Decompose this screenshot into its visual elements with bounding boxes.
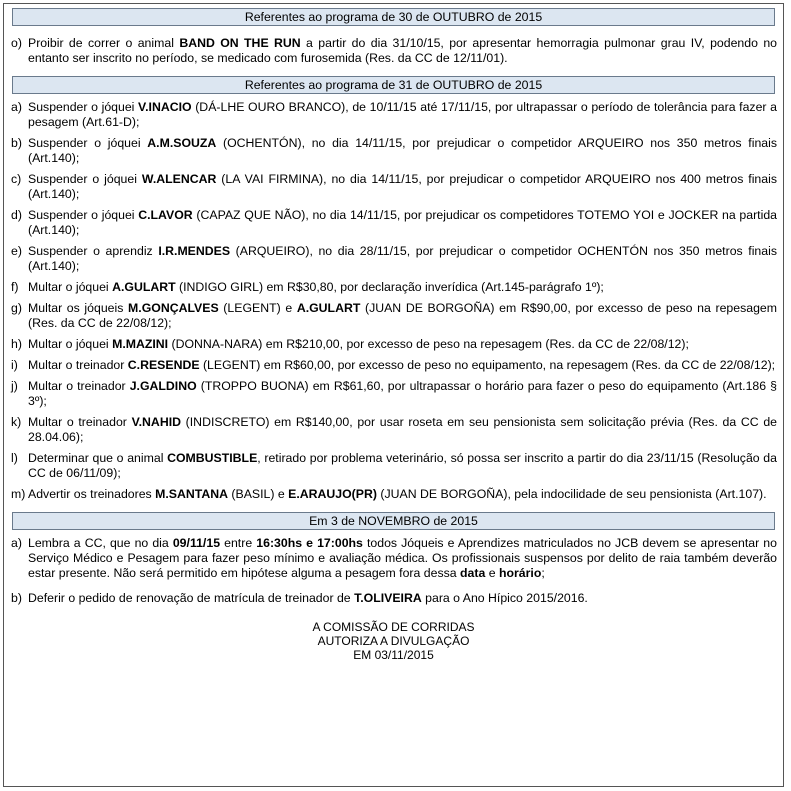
item-text-bold: horário <box>498 566 542 580</box>
item-text-run: e <box>485 566 499 580</box>
item-text-bold: J.GALDINO <box>129 379 197 393</box>
item-text-bold: V.INACIO <box>138 100 192 114</box>
ruling-item <box>11 591 777 606</box>
item-text-run: Multar o jóquei <box>28 337 113 351</box>
item-text-bold: A.M.SOUZA <box>147 136 217 150</box>
item-label: c) <box>11 172 22 186</box>
item-text-run: (LEGENT) e <box>218 301 297 315</box>
item-text-run: Multar o treinador <box>28 358 128 372</box>
ruling-item <box>11 379 777 409</box>
item-label: o) <box>11 36 22 50</box>
item-text-bold: W.ALENCAR <box>141 172 217 186</box>
item-text-bold: T.OLIVEIRA <box>354 591 422 605</box>
document-frame <box>3 3 784 787</box>
item-text <box>28 487 777 502</box>
item-text-bold: data <box>460 566 486 580</box>
item-text-run: Suspender o jóquei <box>28 100 139 114</box>
item-text <box>28 415 777 445</box>
item-text-run: entre <box>220 536 257 550</box>
ruling-item <box>11 208 777 238</box>
item-text-run: Multar o jóquei <box>28 280 113 294</box>
item-label: f) <box>11 280 19 294</box>
item-text-run: (JUAN DE BORGOÑA), pela indocilidade de seu pensionista (Art.107). <box>376 487 767 501</box>
ruling-item <box>11 536 777 581</box>
item-text-run: (DÁ-LHE OURO BRANCO), de 10/11/15 até 17/11/15, por ultrapassar o período de tolerância para fazer a pesagem (Art.61-D); <box>28 100 777 129</box>
item-text-bold: 16:30hs e 17:00hs <box>256 536 363 550</box>
item-text <box>28 208 777 238</box>
item-text-run: , retirado por problema veterinário, só possa ser inscrito a partir do dia 23/11/15 (Resolução da CC de 06/11/09); <box>28 451 777 480</box>
item-label: b) <box>11 591 22 605</box>
item-text-bold: C.RESENDE <box>127 358 200 372</box>
item-text <box>28 358 777 373</box>
item-text-run: (BASIL) e <box>228 487 289 501</box>
item-text-run: Suspender o jóquei <box>28 208 139 222</box>
item-text-bold: M.MAZINI <box>112 337 169 351</box>
ruling-item <box>11 358 777 373</box>
item-label: b) <box>11 136 22 150</box>
item-text <box>28 451 777 481</box>
ruling-item <box>11 100 777 130</box>
item-text-run: (DONNA-NARA) em R$210,00, por excesso de peso na repesagem (Res. da CC de 22/08/12); <box>168 337 689 351</box>
item-text-run: Multar o treinador <box>28 415 132 429</box>
item-text-bold: 09/11/15 <box>172 536 221 550</box>
item-text-run: (INDIGO GIRL) em R$30,80, por declaração inverídica (Art.145-parágrafo 1º); <box>175 280 604 294</box>
item-text-run: para o Ano Hípico 2015/2016. <box>421 591 588 605</box>
item-text <box>28 172 777 202</box>
item-label: m) <box>11 487 26 501</box>
item-text <box>28 591 777 606</box>
item-text <box>28 100 777 130</box>
ruling-item <box>11 244 777 274</box>
ruling-item <box>11 337 777 352</box>
item-text <box>28 244 777 274</box>
item-label: a) <box>11 536 22 550</box>
signature-line-1: A COMISSÃO DE CORRIDAS <box>312 620 475 634</box>
item-label: a) <box>11 100 22 114</box>
item-text-run: (ARQUEIRO), no dia 28/11/15, por prejudicar o competidor OCHENTÓN nos 350 metros finais (Art.140); <box>28 244 777 273</box>
item-label: e) <box>11 244 22 258</box>
item-label: k) <box>11 415 22 429</box>
ruling-item <box>11 301 777 331</box>
item-text-run: Multar os jóqueis <box>28 301 129 315</box>
item-text-bold: E.ARAUJO(PR) <box>288 487 377 501</box>
item-text-bold: V.NAHID <box>131 415 181 429</box>
item-text <box>28 136 777 166</box>
item-text-run: Lembra a CC, que no dia <box>28 536 173 550</box>
ruling-item <box>11 280 777 295</box>
signature-line-2: AUTORIZA A DIVULGAÇÃO <box>317 634 470 648</box>
item-text <box>28 301 777 331</box>
item-text-run: a partir do dia 31/10/15, por apresentar hemorragia pulmonar grau IV, podendo no entanto ser inscrito no período, se medicado com furosemida (Res. da CC de 12/11/01). <box>28 36 777 65</box>
item-text <box>28 280 777 295</box>
signature-line-3: EM 03/11/2015 <box>353 648 434 662</box>
section-header-3-novembro: Em 3 de NOVEMBRO de 2015 <box>12 512 775 530</box>
ruling-item <box>11 451 777 481</box>
item-text-run: todos Jóqueis e Aprendizes matriculados no JCB devem se apresentar no Serviço Médico e Pesagem para fazer peso mínimo e avaliação médica. Os profissionais suspensos por delito de raia também deverão estar presente. Não será permitido em hipótese alguma a pesagem fora dessa <box>28 536 777 580</box>
item-text-run: (LA VAI FIRMINA), no dia 14/11/15, por prejudicar o competidor ARQUEIRO nos 400 metros finais (Art.140); <box>28 172 777 201</box>
item-text <box>28 36 777 66</box>
item-text-run: (JUAN DE BORGOÑA) em R$90,00, por excesso de peso na repesagem (Res. da CC de 22/08/12); <box>28 301 777 330</box>
item-text-run: Suspender o aprendiz <box>28 244 159 258</box>
item-text <box>28 536 777 581</box>
ruling-item <box>11 36 777 66</box>
item-text-bold: M.SANTANA <box>155 487 228 501</box>
item-text-bold: C.LAVOR <box>138 208 193 222</box>
ruling-item <box>11 487 777 502</box>
item-text-run: Advertir os treinadores <box>28 487 156 501</box>
section-header-31-outubro: Referentes ao programa de 31 de OUTUBRO de 2015 <box>12 76 775 94</box>
ruling-item <box>11 415 777 445</box>
item-text-run: Determinar que o animal <box>28 451 168 465</box>
item-text <box>28 337 777 352</box>
item-text-bold: A.GULART <box>112 280 176 294</box>
item-text-run: (TROPPO BUONA) em R$61,60, por ultrapassar o horário para fazer o peso do equipamento (Art.186 § 3º); <box>28 379 777 408</box>
item-text-run: Proibir de correr o animal <box>28 36 180 50</box>
item-text-run: ; <box>541 566 545 580</box>
item-text-bold: BAND ON THE RUN <box>179 36 301 50</box>
item-text-run: (LEGENT) em R$60,00, por excesso de peso no equipamento, na repesagem (Res. da CC de 22/08/12); <box>199 358 776 372</box>
item-text-run: (INDISCRETO) em R$140,00, por usar roseta em seu pensionista sem solicitação prévia (Res. da CC de 28.04.06); <box>28 415 777 444</box>
item-label: l) <box>11 451 18 465</box>
item-text-run: Suspender o jóquei <box>28 136 148 150</box>
section-header-30-outubro: Referentes ao programa de 30 de OUTUBRO de 2015 <box>12 8 775 26</box>
item-text-bold: A.GULART <box>296 301 361 315</box>
item-text-bold: COMBUSTIBLE <box>167 451 258 465</box>
item-text-run: (CAPAZ QUE NÃO), no dia 14/11/15, por prejudicar os competidores TOTEMO YOI e JOCKER na partida (Art.140); <box>28 208 778 237</box>
item-text-run: Deferir o pedido de renovação de matrícula de treinador de <box>28 591 355 605</box>
item-label: d) <box>11 208 22 222</box>
item-text-bold: M.GONÇALVES <box>128 301 219 315</box>
ruling-item <box>11 172 777 202</box>
item-text-run: Multar o treinador <box>28 379 130 393</box>
item-text <box>28 379 777 409</box>
item-label: i) <box>11 358 18 372</box>
ruling-item <box>11 136 777 166</box>
item-text-run: Suspender o jóquei <box>28 172 142 186</box>
item-label: j) <box>11 379 18 393</box>
item-text-run: (OCHENTÓN), no dia 14/11/15, por prejudicar o competidor ARQUEIRO nos 350 metros finais (Art.140); <box>28 136 778 165</box>
item-text-bold: I.R.MENDES <box>158 244 231 258</box>
item-label: h) <box>11 337 22 351</box>
item-label: g) <box>11 301 22 315</box>
